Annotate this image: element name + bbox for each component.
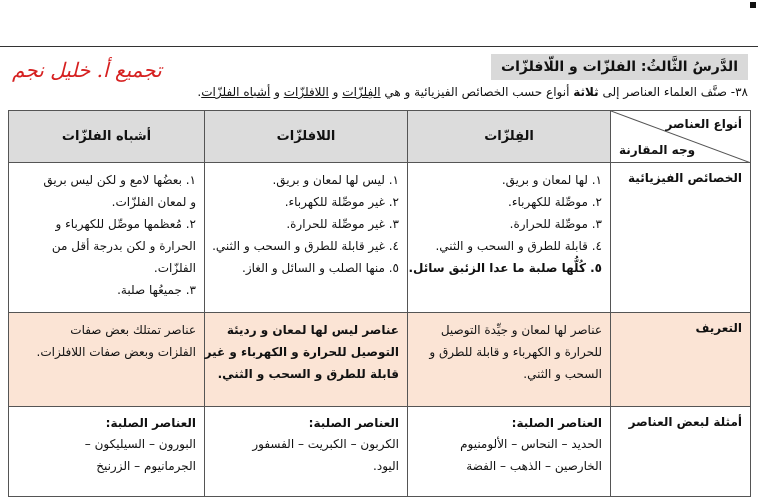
examples-title: العناصر الصلبة:: [511, 416, 602, 430]
definition-line: التوصيل للحرارة و الكهرباء و غير: [204, 345, 399, 359]
corner-mark: [750, 2, 756, 8]
header-nonmetals: اللافلزّات: [205, 111, 408, 163]
comparison-table: [8, 110, 751, 497]
list-item: الحرارة و لكن بدرجة أقل من: [51, 239, 196, 253]
list-item: و لمعان الفلزّات.: [111, 195, 196, 209]
compiler-signature: تجميع أ. خليل نجم: [12, 58, 162, 82]
list-item: ٥. منها الصلب و السائل و الغاز.: [242, 261, 399, 275]
definition-metalloids: [9, 313, 205, 407]
definition-row: [9, 313, 751, 407]
lesson-title: الدَّرسُ الثَّالثُ: الفلزّات و اللّافلزّات: [491, 54, 748, 80]
list-item: ٣. غير موصِّلة للحرارة.: [286, 217, 399, 231]
example-line: الخارصين – الذهب – الفضة: [466, 459, 602, 473]
examples-label: أمثلة لبعض العناصر: [611, 407, 751, 497]
list-item: ٢. موصِّلة للكهرباء.: [508, 195, 602, 209]
definition-line: السحب و الثني.: [523, 367, 602, 381]
definition-line: عناصر تمتلك بعض صفات: [70, 323, 196, 337]
list-item: ١. ليس لها لمعان و بريق.: [272, 173, 399, 187]
definition-nonmetals: [205, 313, 408, 407]
examples-row: [9, 407, 751, 497]
list-item: ٤. قابلة للطرق و السحب و الثني.: [435, 239, 602, 253]
definition-line: قابلة للطرق و السحب و الثني.: [217, 367, 399, 381]
example-line: الكربون – الكبريت – الفسفور: [252, 437, 399, 451]
example-line: الجرمانيوم – الزرنيخ: [96, 459, 196, 473]
list-item: ٢. مُعظمها موصِّل للكهرباء و: [55, 217, 196, 231]
header-row: [9, 111, 751, 163]
examples-nonmetals: [205, 407, 408, 497]
physical-row: [9, 163, 751, 313]
example-line: اليود.: [373, 459, 399, 473]
example-line: البورون – السيليكون –: [84, 437, 196, 451]
examples-title: العناصر الصلبة:: [308, 416, 399, 430]
physical-label: الخصائص الفيزيائية: [611, 163, 751, 313]
definition-line: للحرارة و الكهرباء و قابلة للطرق و: [429, 345, 602, 359]
list-item: ٣. موصِّلة للحرارة.: [509, 217, 602, 231]
definition-line: عناصر لها لمعان و جيِّدة التوصيل: [440, 323, 602, 337]
list-item: ٤. غير قابلة للطرق و السحب و الثني.: [212, 239, 399, 253]
physical-metals: [408, 163, 611, 313]
list-item: ١. لها لمعان و بريق.: [501, 173, 602, 187]
definition-label: التعريف: [611, 313, 751, 407]
list-item: ٢. غير موصِّلة للكهرباء.: [284, 195, 399, 209]
top-divider: [0, 46, 758, 47]
definition-line: عناصر ليس لها لمعان و رديئة: [226, 323, 399, 337]
physical-nonmetals: [205, 163, 408, 313]
examples-metalloids: [9, 407, 205, 497]
corner-header: [611, 111, 751, 163]
list-item: الفلزّات.: [153, 261, 196, 275]
examples-metals: [408, 407, 611, 497]
list-item: ٣. جميعُها صلبة.: [117, 283, 196, 297]
example-line: الحديد – النحاس – الألومنيوم: [460, 437, 602, 451]
physical-metalloids: [9, 163, 205, 313]
corner-bottom-label: وجه المقارنة: [619, 143, 696, 157]
list-item: ١. بعضُها لامع و لكن ليس بريق: [43, 173, 196, 187]
header-metalloids: أشباه الفلزّات: [9, 111, 205, 163]
examples-title: العناصر الصلبة:: [105, 416, 196, 430]
corner-top-label: أنواع العناصر: [665, 117, 742, 131]
question-text: ٣٨- صنَّف العلماء العناصر إلى ثلاثة أنواع حسب الخصائص الفيزيائية و هي الفِلزّات و اللافلزّات و أشباه الفلزّات.: [197, 85, 748, 99]
definition-line: الفلزات وبعض صفات اللافلزات.: [36, 345, 196, 359]
list-item: ٥. كُلُّها صلبة ما عدا الزئبق سائل.: [408, 261, 602, 275]
definition-metals: [408, 313, 611, 407]
header-metals: الفِلزّات: [408, 111, 611, 163]
